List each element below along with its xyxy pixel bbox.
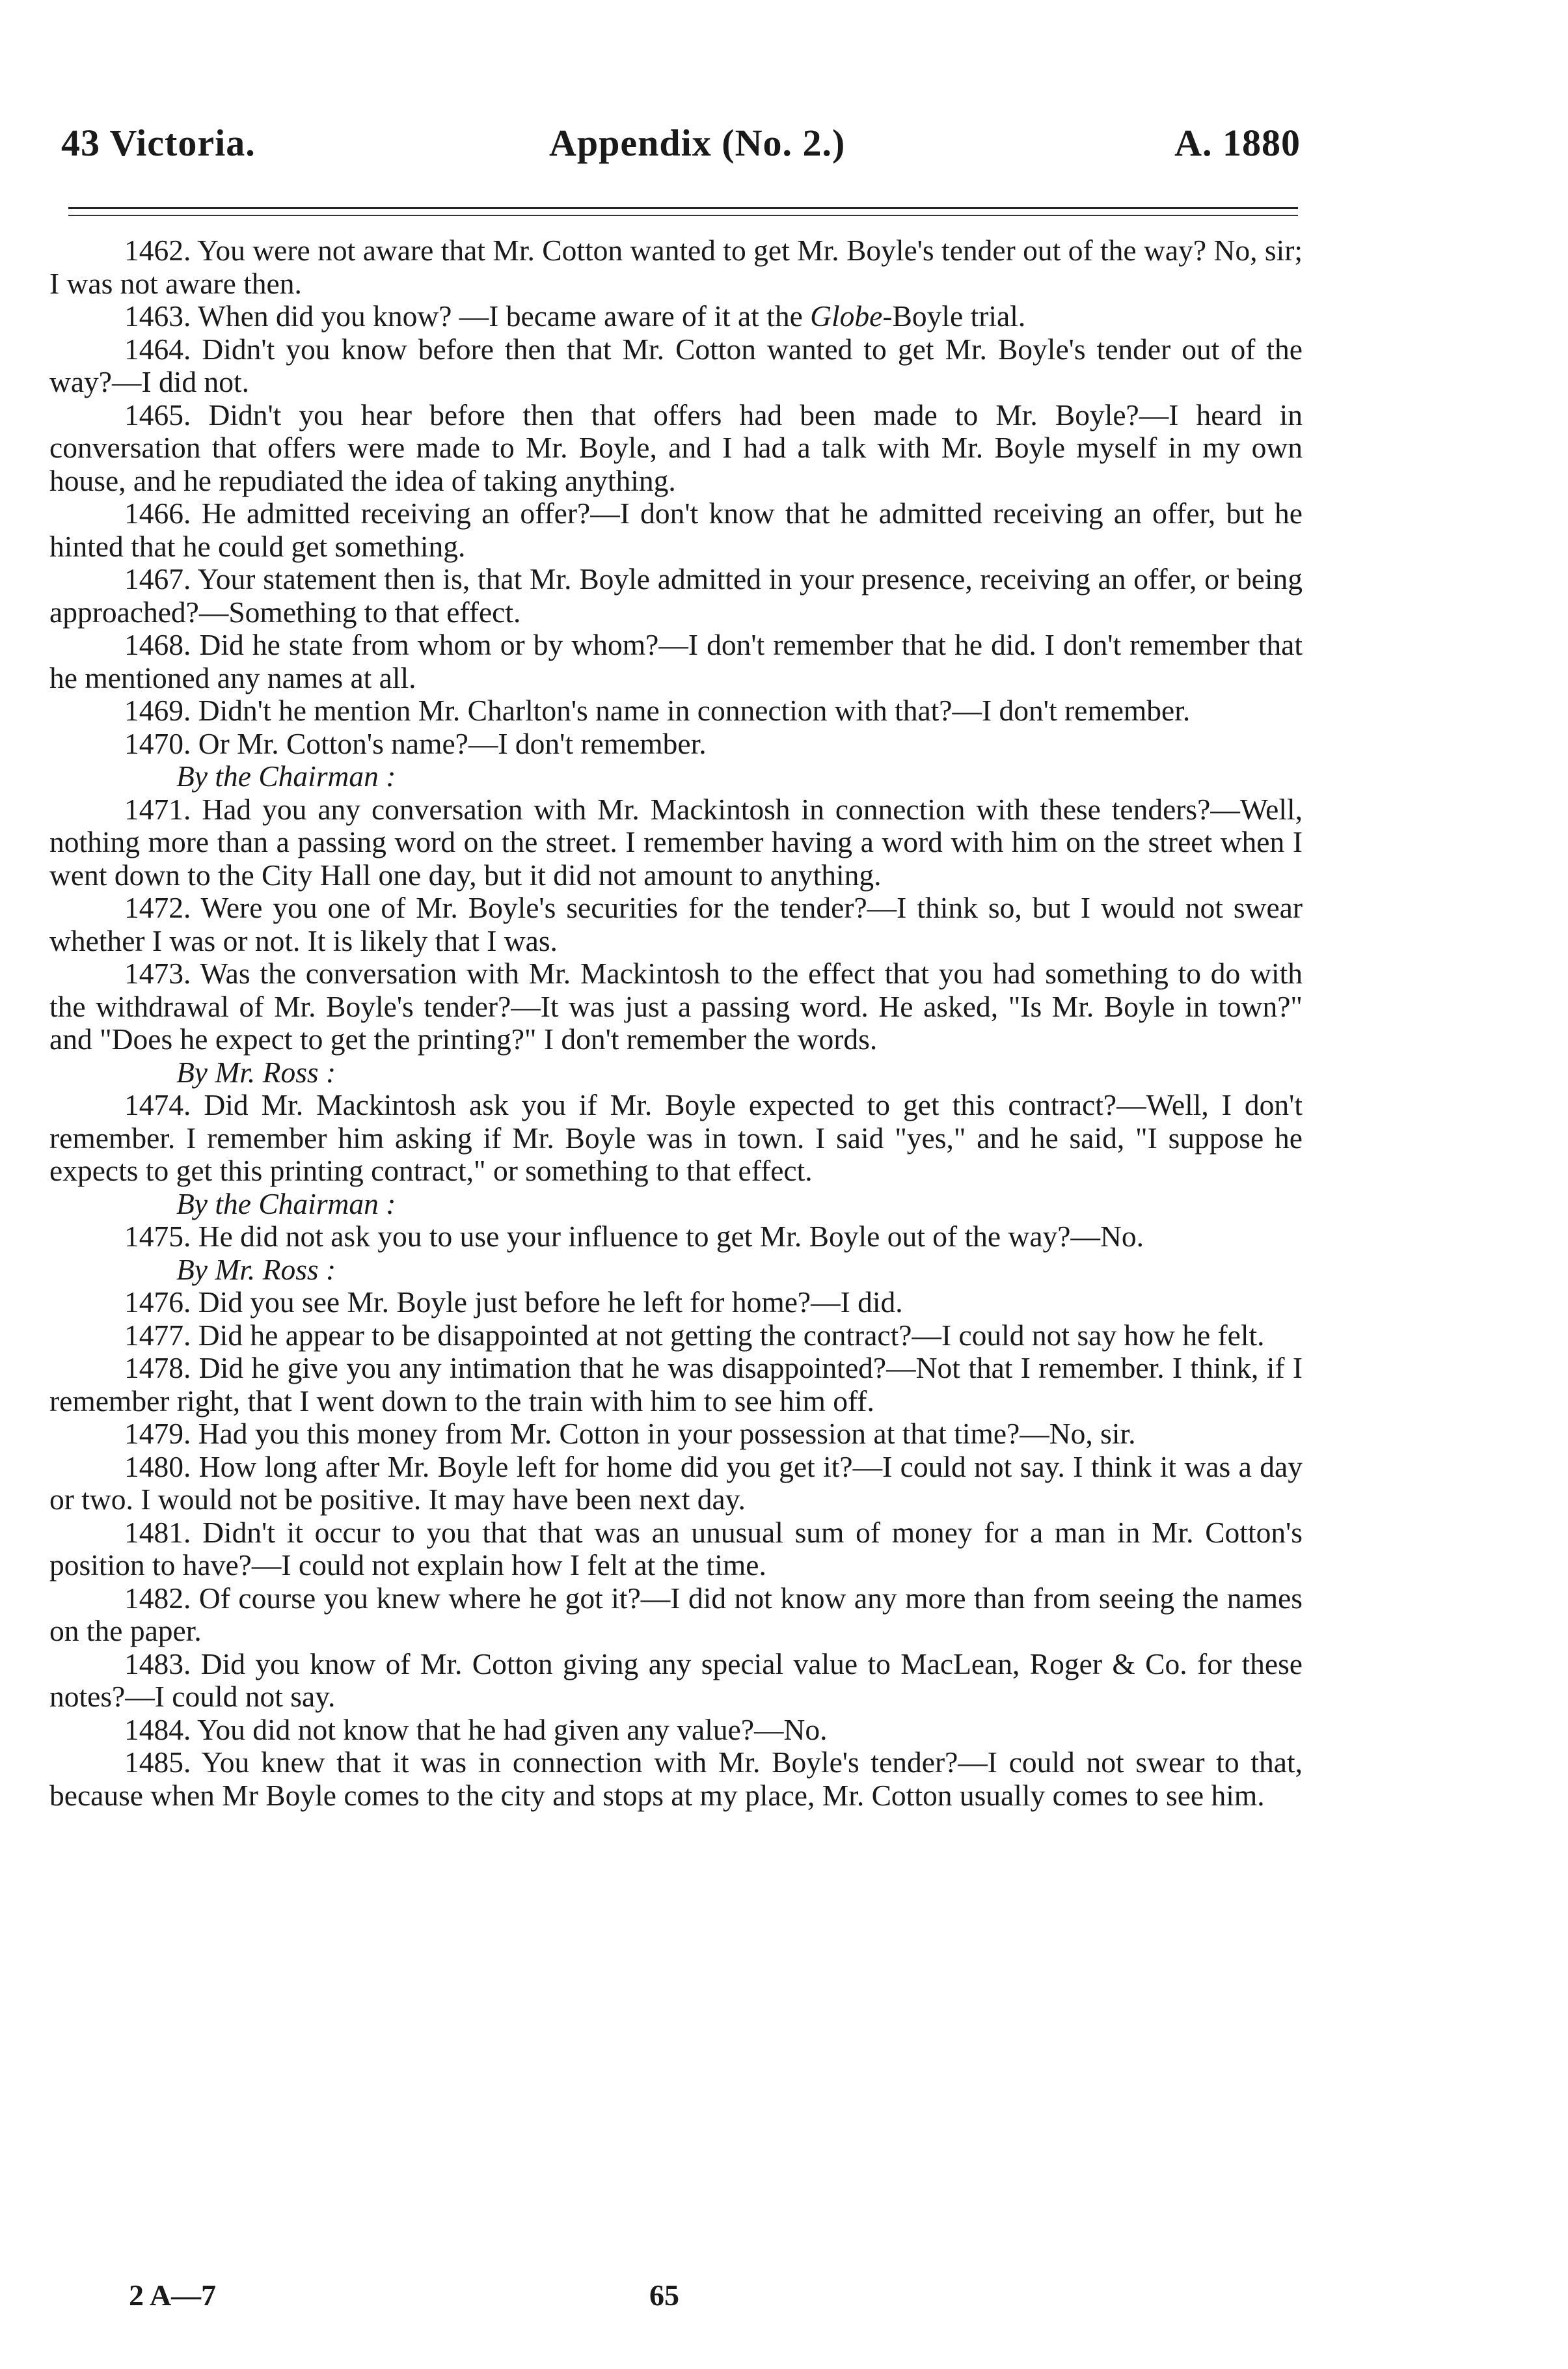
question-1467: 1467. Your statement then is, that Mr. Boyle admitted in your presence, receiving an offer, or being approached?—Something to that effect. xyxy=(49,562,1303,629)
question-1475: 1475. He did not ask you to use your influence to get Mr. Boyle out of the way?—No. xyxy=(124,1220,1144,1253)
speaker-heading: By Mr. Ross : xyxy=(176,1055,336,1089)
speaker-heading: By the Chairman : xyxy=(176,760,396,793)
question-1470: 1470. Or Mr. Cotton's name?—I don't remember. xyxy=(124,726,707,760)
running-header xyxy=(61,121,1301,173)
header-appendix: Appendix (No. 2.) xyxy=(549,122,846,164)
newspaper-name: Globe xyxy=(810,299,883,333)
sheet-signature: 2 A—7 xyxy=(129,2279,217,2312)
question-1484: 1484. You did not know that he had given any value?—No. xyxy=(124,1712,828,1746)
question-1479: 1479. Had you this money from Mr. Cotton in your possession at that time?—No, sir. xyxy=(124,1417,1136,1450)
question-1472: 1472. Were you one of Mr. Boyle's securities for the tender?—I think so, but I would not swear whether I was or not. It is likely that I was. xyxy=(49,891,1303,957)
question-1469: 1469. Didn't he mention Mr. Charlton's name in connection with that?—I don't remember. xyxy=(124,694,1191,727)
header-year: A. 1880 xyxy=(1174,122,1301,164)
question-1463: 1463. When did you know? —I became aware of it at the Globe-Boyle trial. xyxy=(124,299,1026,333)
question-1483: 1483. Did you know of Mr. Cotton giving any special value to MacLean, Roger & Co. for these notes?—I could not say. xyxy=(49,1647,1303,1713)
question-1468: 1468. Did he state from whom or by whom?—I don't remember that he did. I don't remember that he mentioned any names at all. xyxy=(49,628,1303,694)
question-1464: 1464. Didn't you know before then that Mr. Cotton wanted to get Mr. Boyle's tender out of the way?—I did not. xyxy=(49,332,1303,398)
question-1466: 1466. He admitted receiving an offer?—I don't know that he admitted receiving an offer, but he hinted that he could get something. xyxy=(49,497,1303,563)
question-1476: 1476. Did you see Mr. Boyle just before he left for home?—I did. xyxy=(124,1285,903,1319)
question-1471: 1471. Had you any conversation with Mr. Mackintosh in connection with these tenders?—Well, nothing more than a passing word on the street. I remember having a word with him on the street when I went down to the City Hall one day, but it did not amount to anything. xyxy=(49,792,1303,892)
question-1473: 1473. Was the conversation with Mr. Mackintosh to the effect that you had something to do with the withdrawal of Mr. Boyle's tender?—It was just a passing word. He asked, "Is Mr. Boyle in town?" and "Does he expect to get the printing?" I don't remember the words. xyxy=(49,957,1303,1056)
question-1478: 1478. Did he give you any intimation that he was disappointed?—Not that I remember. I think, if I remember right, that I went down to the train with him to see him off. xyxy=(49,1351,1303,1417)
speaker-heading: By Mr. Ross : xyxy=(176,1252,336,1286)
header-rule-thick xyxy=(68,207,1298,209)
speaker-heading: By the Chairman : xyxy=(176,1186,396,1220)
question-1480: 1480. How long after Mr. Boyle left for home did you get it?—I could not say. I think it was a day or two. I would not be positive. It may have been next day. xyxy=(49,1449,1303,1516)
question-1465: 1465. Didn't you hear before then that offers had been made to Mr. Boyle?—I heard in conversation that offers were made to Mr. Boyle, and I had a talk with Mr. Boyle myself in my own house, and he repudiated the idea of taking anything. xyxy=(49,398,1303,497)
question-1485: 1485. You knew that it was in connection with Mr. Boyle's tender?—I could not swear to that, because when Mr Boyle comes to the city and stops at my place, Mr. Cotton usually comes to see him. xyxy=(49,1746,1303,1812)
question-1462: 1462. You were not aware that Mr. Cotton wanted to get Mr. Boyle's tender out of the way? No, sir; I was not aware then. xyxy=(49,234,1303,300)
question-1482: 1482. Of course you knew where he got it?—I did not know any more than from seeing the names on the paper. xyxy=(49,1581,1303,1647)
page-number: 65 xyxy=(649,2279,679,2312)
page-footer xyxy=(0,2278,1568,2317)
question-1477: 1477. Did he appear to be disappointed at not getting the contract?—I could not say how he felt. xyxy=(124,1318,1265,1352)
testimony-body xyxy=(49,234,1303,1812)
header-rule-thin xyxy=(68,215,1298,216)
header-session: 43 Victoria. xyxy=(61,122,256,164)
question-1474: 1474. Did Mr. Mackintosh ask you if Mr. Boyle expected to get this contract?—Well, I don't remember. I remember him asking if Mr. Boyle was in town. I said "yes," and he said, "I suppose he expects to get this printing contract," or something to that effect. xyxy=(49,1088,1303,1187)
question-1481: 1481. Didn't it occur to you that that was an unusual sum of money for a man in Mr. Cotton's position to have?—I could not explain how I felt at the time. xyxy=(49,1515,1303,1582)
